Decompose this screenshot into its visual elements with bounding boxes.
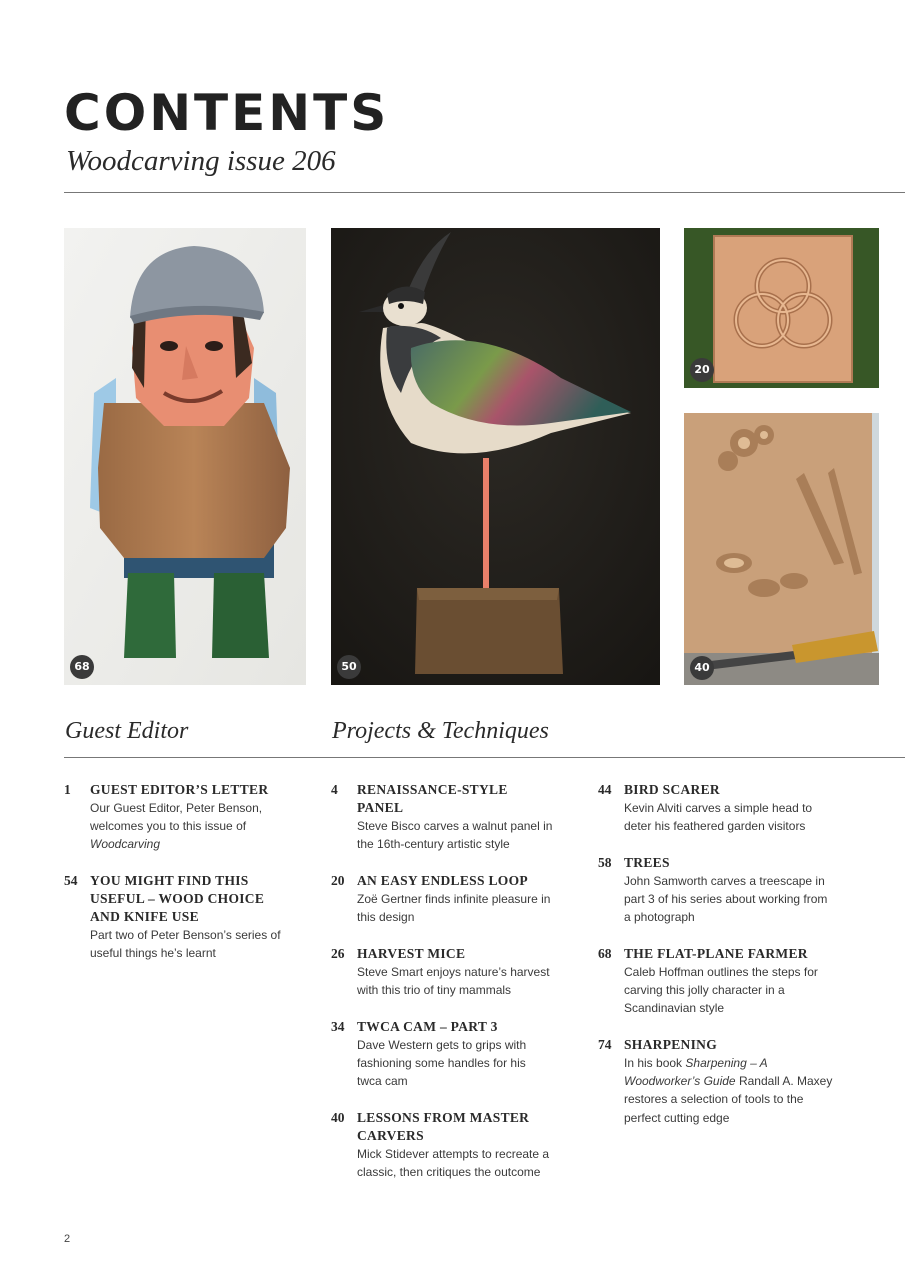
toc-page-number: 74	[598, 1037, 612, 1052]
toc-heading: RENAISSANCE-STYLE PANEL	[357, 782, 508, 815]
section-divider	[64, 757, 905, 758]
toc-entry[interactable]	[64, 781, 304, 854]
toc-description: Part two of Peter Benson’s series of useful things he’s learnt	[90, 928, 281, 961]
farmer-carving-image	[64, 228, 306, 685]
relief-carving-image	[684, 413, 879, 685]
toc-description: Kevin Alviti carves a simple head to deter his feathered garden visitors	[624, 801, 813, 834]
toc-description: John Samworth carves a treescape in part 3 of his series about working from a photograph	[624, 874, 828, 925]
toc-heading: YOU MIGHT FIND THIS USEFUL – WOOD CHOICE AND KNIFE USE	[90, 873, 265, 924]
toc-description: In his book Sharpening – A Woodworker’s Guide Randall A. Maxey restores a selection of tools to the perfect cutting edge	[624, 1056, 833, 1125]
toc-entry[interactable]	[331, 872, 571, 926]
toc-page-number: 20	[331, 873, 345, 888]
toc-description: Caleb Hoffman outlines the steps for carving this jolly character in a Scandinavian style	[624, 965, 818, 1016]
toc-page-number: 58	[598, 855, 612, 870]
toc-page-number: 44	[598, 782, 612, 797]
page-badge-40: 40	[690, 656, 714, 680]
issue-subtitle: Woodcarving issue 206	[66, 145, 336, 177]
toc-heading: THE FLAT-PLANE FARMER	[624, 946, 808, 961]
bird-carving-image	[331, 228, 660, 685]
toc-heading: LESSONS FROM MASTER CARVERS	[357, 1110, 530, 1143]
knot-panel-image	[684, 228, 879, 388]
toc-entry[interactable]	[331, 1018, 571, 1091]
toc-page-number: 54	[64, 873, 78, 888]
toc-page-number: 4	[331, 782, 338, 797]
toc-description: Steve Bisco carves a walnut panel in the 16th-century artistic style	[357, 819, 553, 852]
toc-page-number: 68	[598, 946, 612, 961]
toc-page-number: 34	[331, 1019, 345, 1034]
toc-description: Zoë Gertner finds infinite pleasure in this design	[357, 892, 551, 925]
toc-heading: TREES	[624, 855, 670, 870]
toc-entry[interactable]	[331, 945, 571, 999]
toc-entry[interactable]	[598, 781, 838, 835]
toc-entry[interactable]	[598, 854, 838, 927]
toc-entry[interactable]	[64, 872, 304, 962]
toc-description: Mick Stidever attempts to recreate a classic, then critiques the outcome	[357, 1147, 550, 1180]
section-guest-editor: Guest Editor	[65, 718, 189, 744]
toc-heading: GUEST EDITOR’S LETTER	[90, 782, 269, 797]
toc-heading: AN EASY ENDLESS LOOP	[357, 873, 528, 888]
toc-heading: SHARPENING	[624, 1037, 718, 1052]
page-badge-20: 20	[690, 358, 714, 382]
toc-page-number: 1	[64, 782, 71, 797]
toc-page-number: 40	[331, 1110, 345, 1125]
section-projects-techniques: Projects & Techniques	[332, 718, 549, 744]
toc-page-number: 26	[331, 946, 345, 961]
header-divider	[64, 192, 905, 193]
toc-heading: TWCA CAM – PART 3	[357, 1019, 498, 1034]
photo-farmer-carving	[64, 228, 306, 685]
toc-entry[interactable]	[331, 1109, 571, 1181]
photo-knot-panel	[684, 228, 879, 388]
toc-entry[interactable]	[598, 1036, 838, 1127]
toc-entry[interactable]	[331, 781, 571, 853]
photo-bird-carving	[331, 228, 660, 685]
toc-entry[interactable]	[598, 945, 838, 1018]
toc-heading: HARVEST MICE	[357, 946, 466, 961]
page-badge-50: 50	[337, 655, 361, 679]
toc-description: Dave Western gets to grips with fashioning some handles for his twca cam	[357, 1038, 527, 1089]
toc-description: Our Guest Editor, Peter Benson, welcomes you to this issue of Woodcarving	[90, 801, 263, 852]
page-badge-68: 68	[70, 655, 94, 679]
page-title: CONTENTS	[64, 84, 390, 142]
toc-description: Steve Smart enjoys nature’s harvest with this trio of tiny mammals	[357, 965, 550, 998]
photo-relief-carving	[684, 413, 879, 685]
page-number: 2	[64, 1233, 71, 1245]
toc-heading: BIRD SCARER	[624, 782, 720, 797]
